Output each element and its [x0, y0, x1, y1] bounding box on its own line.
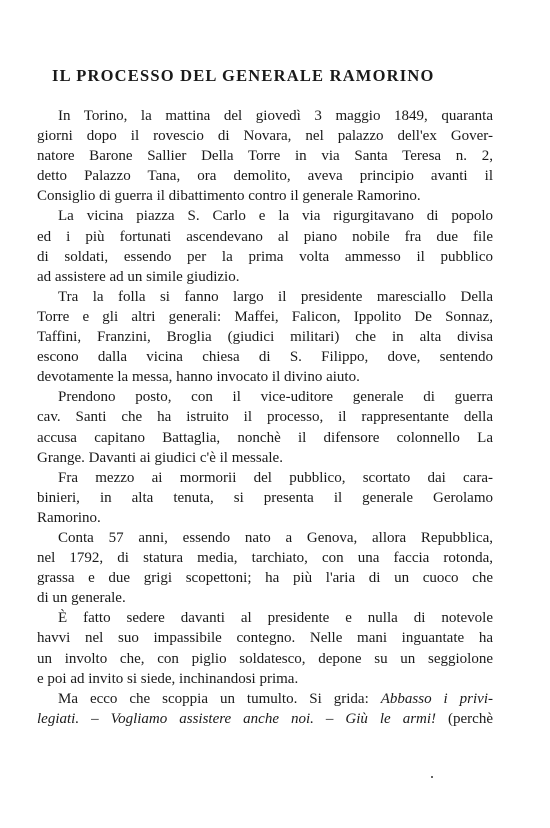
text-line: Torre e gli altri generali: Maffei, Falicon, Ippolito De Sonnaz,	[37, 308, 493, 325]
text-line: natore Barone Sallier Della Torre in via Santa Teresa n. 2,	[37, 148, 493, 165]
text-line: Prendono posto, con il vice-uditore generale di guerra	[58, 389, 493, 406]
page-speck	[431, 776, 433, 778]
text-line: Tra la folla si fanno largo il presidente maresciallo Della	[58, 288, 493, 305]
text-line: di soldati, essendo per la prima volta ammesso il pubblico	[37, 248, 493, 265]
text-line: nel 1792, di statura media, tarchiato, con una faccia rotonda,	[37, 550, 493, 567]
text-line: Conta 57 anni, essendo nato a Genova, allora Repubblica,	[58, 529, 493, 546]
text-line: escono dalla vicina chiesa di S. Filippo, dove, sentendo	[37, 349, 493, 366]
text-line: accusa capitano Battaglia, nonchè il difensore colonnello La	[37, 429, 493, 446]
text-line-italic: Abbasso i privi-	[380, 690, 493, 707]
body-text	[37, 106, 493, 729]
text-line: cav. Santi che ha istruito il processo, il rappresentante della	[37, 409, 493, 426]
text-line-plain: (perchè	[436, 710, 493, 727]
text-line	[37, 709, 493, 729]
text-line: Consiglio di guerra il dibattimento contro il generale Ramorino.	[37, 188, 421, 205]
text-line: Grange. Davanti ai giudici c'è il messale.	[37, 449, 283, 466]
text-line	[37, 689, 493, 709]
chapter-title: IL PROCESSO DEL GENERALE RAMORINO	[52, 66, 435, 85]
text-line: La vicina piazza S. Carlo e la via rigurgitavano di popolo	[58, 208, 493, 225]
text-line: ad assistere ad un simile giudizio.	[37, 268, 240, 285]
text-line: havvi nel suo impassibile contegno. Nelle mani inguantate ha	[37, 630, 493, 647]
text-line: e poi ad invito si siede, inchinandosi prima.	[37, 670, 299, 687]
text-line: Taffini, Franzini, Broglia (giudici militari) che in alta divisa	[37, 329, 493, 346]
text-line: un involto che, con piglio soldatesco, depone su un seggiolone	[37, 650, 493, 667]
text-line: grassa e due grigi scopettoni; ha più l'aria di un cuoco che	[37, 570, 493, 587]
text-line: In Torino, la mattina del giovedì 3 maggio 1849, quaranta	[58, 108, 493, 124]
text-line: È fatto sedere davanti al presidente e nulla di notevole	[58, 610, 493, 627]
text-line-italic: legiati. – Vogliamo assistere anche noi. – Giù le armi!	[37, 710, 437, 727]
text-line: devotamente la messa, hanno invocato il divino aiuto.	[37, 369, 360, 386]
text-line-plain: Ma ecco che scoppia un tumulto. Si grida:	[58, 690, 381, 707]
text-line: Ramorino.	[37, 509, 101, 526]
text-line: ed i più fortunati ascendevano al piano nobile fra due file	[37, 228, 493, 245]
text-line: di un generale.	[37, 590, 126, 607]
text-line: detto Palazzo Tana, ora demolito, aveva principio avanti il	[37, 168, 493, 185]
text-line: giorni dopo il rovescio di Novara, nel palazzo dell'ex Gover-	[37, 128, 493, 145]
text-line: binieri, in alta tenuta, si presenta il generale Gerolamo	[37, 489, 493, 506]
text-line: Fra mezzo ai mormorii del pubblico, scortato dai cara-	[58, 469, 493, 486]
